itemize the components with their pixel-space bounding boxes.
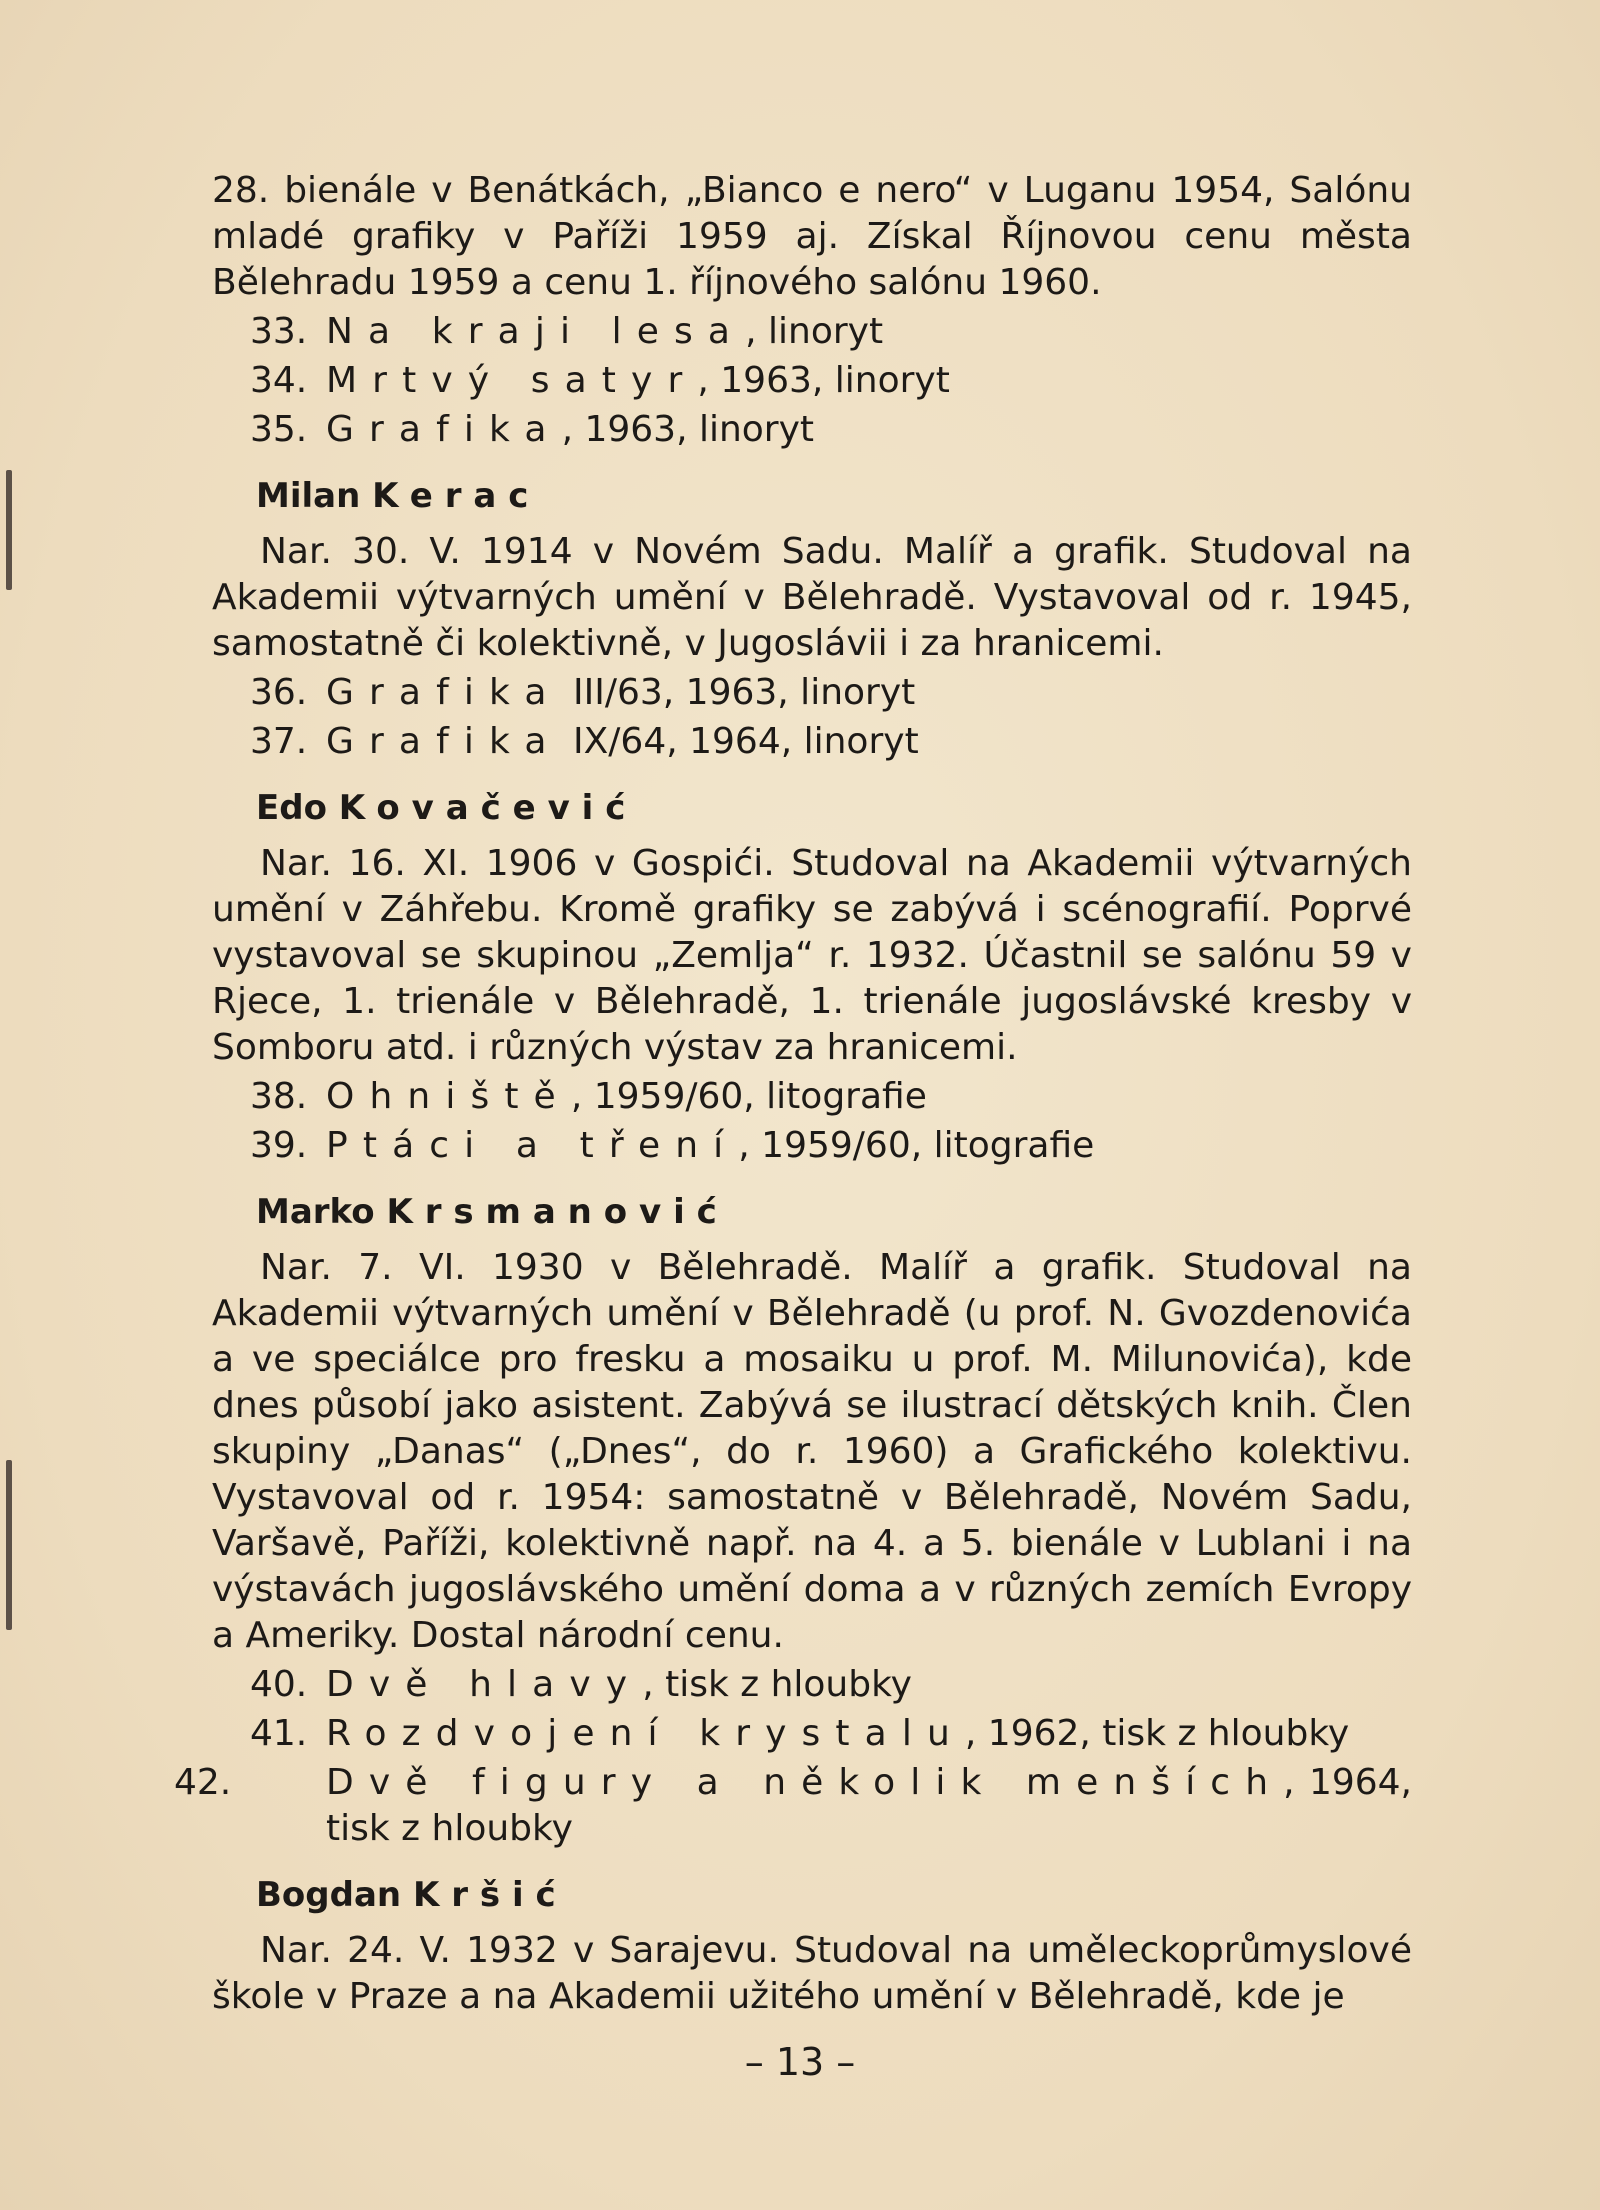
work-item: 33. Na kraji lesa, linoryt	[250, 311, 884, 352]
work-item: 38. Ohniště, 1959/60, litografie	[250, 1076, 927, 1117]
works-list-3	[212, 1074, 1412, 1169]
artist-bio: Nar. 7. VI. 1930 v Bělehradě. Malíř a grafik. Studoval na Akademii výtvarných umění v Bělehradě (u prof. N. Gvozdenovića a ve speciálce pro fresku a mosaiku u prof. M. Milunovića), kde dnes působí jako asistent. Zabývá se ilustrací dětských knih. Člen skupiny „Danas“ („Dnes“, do r. 1960) a Grafického kolektivu. Vystavoval od r. 1954: samostatně v Bělehradě, Novém Sadu, Varšavě, Paříži, kolektivně např. na 4. a 5. bienále v Lublani i na výstavách jugoslávského umění doma a v různých zemích Evropy a Ameriky. Dostal národní cenu.	[212, 1247, 1412, 1656]
artist-heading: Edo Kovačević	[256, 788, 638, 828]
work-item: 35. Grafika, 1963, linoryt	[250, 409, 815, 450]
artist-bio: Nar. 30. V. 1914 v Novém Sadu. Malíř a grafik. Studoval na Akademii výtvarných umění v Bělehradě. Vystavoval od r. 1945, samostatně či kolektivně, v Jugoslávii i za hranicemi.	[212, 531, 1412, 664]
works-list-1	[212, 309, 1412, 453]
intro-paragraph: 28. bienále v Benátkách, „Bianco e nero“ v Luganu 1954, Salónu mladé grafiky v Paříži 1959 aj. Získal Říjnovou cenu města Bělehradu 1959 a cenu 1. říjnového salónu 1960.	[212, 170, 1412, 303]
works-list-2	[212, 670, 1412, 765]
staple-top	[6, 470, 12, 590]
artist-heading: Milan Kerac	[256, 476, 541, 516]
page-content	[174, 168, 1413, 2020]
work-item: 40. Dvě hlavy, tisk z hloubky	[250, 1664, 912, 1705]
binding-edge	[0, 0, 40, 2210]
work-item: 42. Dvě figury a několik menších, 1964, tisk z hloubky	[174, 1762, 1413, 1849]
artist-heading: Bogdan Kršić	[256, 1875, 568, 1915]
artist-heading: Marko Krsmanović	[256, 1192, 729, 1232]
work-item: 36. Grafika III/63, 1963, linoryt	[250, 672, 916, 713]
artist-bio: Nar. 16. XI. 1906 v Gospići. Studoval na Akademii výtvarných umění v Záhřebu. Kromě grafiky se zabývá i scénografií. Poprvé vystavoval se skupinou „Zemlja“ r. 1932. Účastnil se salónu 59 v Rjece, 1. trienále v Bělehradě, 1. trienále jugoslávské kresby v Somboru atd. i různých výstav za hranicemi.	[212, 843, 1412, 1068]
staple-bottom	[6, 1460, 12, 1630]
work-item: 37. Grafika IX/64, 1964, linoryt	[250, 721, 919, 762]
artist-bio: Nar. 24. V. 1932 v Sarajevu. Studoval na uměleckoprůmyslové škole v Praze a na Akademii užitého umění v Bělehradě, kde je	[212, 1930, 1412, 2017]
works-list-4	[174, 1662, 1413, 1852]
work-item: 34. Mrtvý satyr, 1963, linoryt	[250, 360, 950, 401]
work-item: 41. Rozdvojení krystalu, 1962, tisk z hloubky	[250, 1713, 1350, 1754]
work-item: 39. Ptáci a tření, 1959/60, litografie	[250, 1125, 1095, 1166]
page-number: – 13 –	[744, 2040, 856, 2084]
